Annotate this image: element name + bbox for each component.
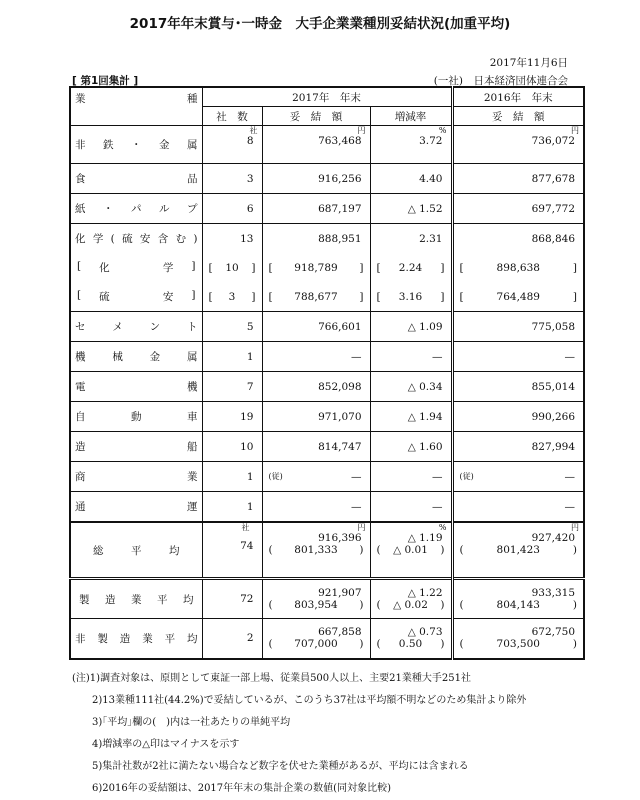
note-3: 3)｢平均｣欄の( )内は一社あたりの単純平均 <box>92 717 291 728</box>
industry-name: 食品 <box>75 173 198 185</box>
header-rate: 増減率 <box>370 107 452 126</box>
total-rate-avg: △ 0.01 <box>393 544 428 556</box>
total-amount: 916,396 <box>318 532 362 544</box>
note-5: 5)集計社数が2社に満たない場合など数字を伏せた業種があるが、平均には含まれる <box>92 761 469 772</box>
change-rate: — <box>432 350 443 363</box>
mfg-label: 製 造 業 平 均 <box>70 579 202 619</box>
prev-amount: 764,489 <box>496 290 540 303</box>
publish-date: 2017年11月6日 <box>489 57 568 69</box>
industry-name: 商業 <box>75 471 198 483</box>
settled-amount: — <box>351 470 362 483</box>
settled-amount: 888,951 <box>318 232 362 245</box>
industry-row <box>70 194 584 224</box>
company-count: 8 <box>246 135 254 147</box>
change-rate: 3.16 <box>398 290 423 303</box>
employee-note: (従) <box>268 471 283 481</box>
prev-amount: 697,772 <box>531 202 575 215</box>
unit-label: 社 <box>249 126 258 135</box>
prev-amount: — <box>564 470 575 483</box>
industry-row <box>70 126 584 164</box>
nonmfg-rate-avg: 0.50 <box>398 638 423 651</box>
industry-row <box>70 372 584 402</box>
tally-label: [ 第1回集計 ] <box>72 75 139 87</box>
settlement-table <box>69 86 585 660</box>
settled-amount: 788,677 <box>294 290 338 303</box>
mfg-rate-avg: △ 0.02 <box>393 599 428 611</box>
industry-row: [ 化学 ] [ 10 ] [ 918,789 ] [ 2.24 ] [ 898,638 ] <box>70 253 584 282</box>
total-label: 総 平 均 <box>70 522 202 579</box>
prev-amount: — <box>564 350 575 363</box>
company-count: 13 <box>240 232 254 245</box>
total-prev: 927,420 <box>531 532 575 544</box>
settled-amount: 687,197 <box>318 202 362 215</box>
change-rate: 3.72 <box>419 135 443 147</box>
company-count: 5 <box>246 320 254 333</box>
industry-row <box>70 342 584 372</box>
industry-row <box>70 462 584 492</box>
total-rate: △ 1.19 <box>407 532 443 544</box>
settled-amount: — <box>351 500 362 513</box>
industry-row <box>70 432 584 462</box>
company-count: 3 <box>228 290 236 303</box>
industry-row <box>70 402 584 432</box>
mfg-prev: 933,315 <box>531 587 575 599</box>
prev-amount: 877,678 <box>531 172 575 185</box>
change-rate: — <box>432 500 443 513</box>
company-count: 19 <box>240 410 254 423</box>
header-companies: 社 数 <box>202 107 262 126</box>
company-count: 6 <box>246 202 254 215</box>
settled-amount: 814,747 <box>318 440 362 453</box>
nonmfg-rate: △ 0.73 <box>407 626 443 639</box>
prev-amount: 736,072 <box>531 135 575 147</box>
change-rate: △ 0.34 <box>407 380 443 393</box>
unit-sha: 社 <box>241 523 250 532</box>
mfg-rate: △ 1.22 <box>407 587 443 599</box>
unit-yen: 円 <box>571 523 579 532</box>
nonmfg-label: 非 製 造 業 平 均 <box>70 619 202 659</box>
change-rate: 4.40 <box>419 172 443 185</box>
change-rate: △ 1.09 <box>407 320 443 333</box>
company-count: 10 <box>240 440 254 453</box>
header-2016: 2016年 年末 <box>452 87 584 107</box>
company-count: 10 <box>225 261 239 274</box>
total-row: 総 平 均 社 74 円 916,396 ( 801,333 ) % △ 1.19 ( △ 0.01 ) 円 927,420 ( 801,423 ) <box>70 522 584 579</box>
industry-row <box>70 312 584 342</box>
nonmfg-amount-avg: 707,000 <box>294 638 338 651</box>
company-count: 1 <box>246 350 254 363</box>
industry-row: [ 硫安 ] [ 3 ] [ 788,677 ] [ 3.16 ] [ 764,489 ] <box>70 282 584 312</box>
settled-amount: — <box>351 350 362 363</box>
prev-amount: 827,994 <box>531 440 575 453</box>
mfg-count: 72 <box>202 579 262 619</box>
settled-amount: 916,256 <box>318 172 362 185</box>
note-4: 4)増減率の△印はマイナスを示す <box>92 739 240 750</box>
change-rate: — <box>432 470 443 483</box>
prev-amount: 868,846 <box>531 232 575 245</box>
change-rate: 2.31 <box>419 232 443 245</box>
header-2017: 2017年 年末 <box>202 87 452 107</box>
nonmfg-prev: 672,750 <box>531 626 575 639</box>
industry-row <box>70 492 584 523</box>
prev-amount: 775,058 <box>531 320 575 333</box>
mfg-amount: 921,907 <box>318 587 362 599</box>
header-amount-2016: 妥 結 額 <box>452 107 584 126</box>
settled-amount: 766,601 <box>318 320 362 333</box>
industry-name: 非鉄・金属 <box>75 139 198 151</box>
note-1: (注)1)調査対象は、原則として東証一部上場、従業員500人以上、主要21業種大手251社 <box>72 673 471 684</box>
industry-name: 化学 <box>99 262 174 274</box>
industry-name: セメント <box>75 321 198 333</box>
unit-label: 円 <box>357 126 366 135</box>
industry-name: 通運 <box>75 501 198 513</box>
settled-amount: 763,468 <box>318 135 362 147</box>
header-industry: 業 種 <box>70 87 202 126</box>
unit-label: % <box>438 126 447 135</box>
industry-name: 造船 <box>75 441 198 453</box>
employee-note: (従) <box>459 471 474 481</box>
industry-name: 電機 <box>75 381 198 393</box>
prev-amount: 898,638 <box>496 261 540 274</box>
total-prev-avg: 801,423 <box>496 544 540 556</box>
settled-amount: 971,070 <box>318 410 362 423</box>
total-amount-avg: 801,333 <box>294 544 338 556</box>
industry-row <box>70 164 584 194</box>
settled-amount: 918,789 <box>294 261 338 274</box>
company-count: 1 <box>246 470 254 483</box>
nonmfg-row: 非 製 造 業 平 均 2 667,858 ( 707,000 ) △ 0.73 ( 0.50 ) 672,750 ( 703,500 ) <box>70 619 584 659</box>
unit-pct: % <box>438 523 447 532</box>
mfg-amount-avg: 803,954 <box>294 599 338 611</box>
settled-amount: 852,098 <box>318 380 362 393</box>
prev-amount: 855,014 <box>531 380 575 393</box>
company-count: 1 <box>246 500 254 513</box>
change-rate: △ 1.60 <box>407 440 443 453</box>
mfg-prev-avg: 804,143 <box>496 599 540 611</box>
page-title: 2017年年末賞与･一時金 大手企業業種別妥結状況(加重平均) <box>129 16 511 32</box>
nonmfg-prev-avg: 703,500 <box>496 638 540 651</box>
footnotes <box>72 668 526 800</box>
note-6: 6)2016年の妥結額は、2017年年末の集計企業の数値(同対象比較) <box>92 783 391 794</box>
industry-row <box>70 224 584 254</box>
nonmfg-amount: 667,858 <box>318 626 362 639</box>
industry-name: 機械金属 <box>75 351 198 363</box>
total-count: 74 <box>240 540 254 552</box>
note-2: 2)13業種111社(44.2%)で妥結しているが、このうち37社は平均額不明などのため集計より除外 <box>92 695 527 706</box>
header-amount: 妥 結 額 <box>262 107 370 126</box>
company-count: 3 <box>246 172 254 185</box>
organization-name: (一社) 日本経済団体連合会 <box>433 75 568 87</box>
prev-amount: 990,266 <box>531 410 575 423</box>
change-rate: △ 1.94 <box>407 410 443 423</box>
industry-name: 化学(硫安含む) <box>75 233 198 245</box>
nonmfg-count: 2 <box>202 619 262 659</box>
change-rate: 2.24 <box>398 261 423 274</box>
company-count: 7 <box>246 380 254 393</box>
industry-name: 自動車 <box>75 411 198 423</box>
prev-amount: — <box>564 500 575 513</box>
mfg-row: 製 造 業 平 均 72 921,907 ( 803,954 ) △ 1.22 ( △ 0.02 ) 933,315 ( 804,143 ) <box>70 579 584 619</box>
change-rate: △ 1.52 <box>407 202 443 215</box>
industry-name: 硫安 <box>99 291 174 303</box>
unit-label: 円 <box>571 126 579 135</box>
industry-name: 紙・パルプ <box>75 203 198 215</box>
unit-yen: 円 <box>357 523 366 532</box>
